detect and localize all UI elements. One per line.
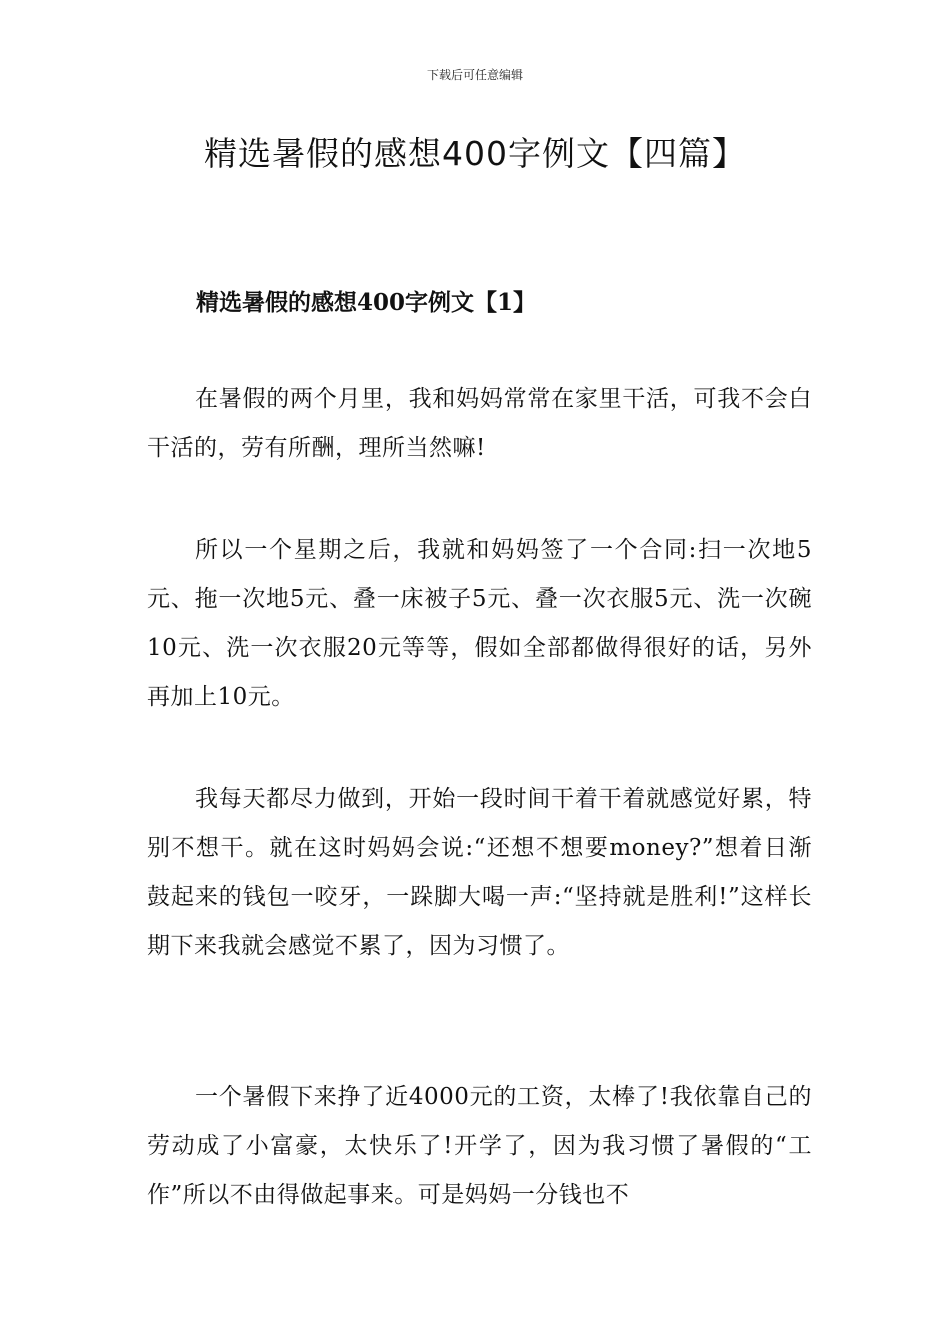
document-title: 精选暑假的感想400字例文【四篇】: [204, 134, 746, 173]
paragraph-3: 我每天都尽力做到，开始一段时间干着干着就感觉好累，特别不想干。就在这时妈妈会说:“还想不想要money?”想着日渐鼓起来的钱包一咬牙，一跺脚大喝一声:“坚持就是胜利!”这样长期下来我就会感觉不累了，因为习惯了。: [147, 786, 812, 959]
paragraph-4: 一个暑假下来挣了近4000元的工资，太棒了!我依靠自己的劳动成了小富豪，太快乐了!开学了，因为我习惯了暑假的“工作”所以不由得做起事来。可是妈妈一分钱也不: [147, 1084, 812, 1208]
paragraph-1: 在暑假的两个月里，我和妈妈常常在家里干活，可我不会白干活的，劳有所酬，理所当然嘛!: [147, 386, 812, 461]
section-heading: 精选暑假的感想400字例文【1】: [196, 289, 537, 316]
paragraph-2: 所以一个星期之后，我就和妈妈签了一个合同:扫一次地5元、拖一次地5元、叠一床被子5元、叠一次衣服5元、洗一次碗10元、洗一次衣服20元等等，假如全部都做得很好的话，另外再加上10元。: [147, 537, 812, 710]
header-note: 下载后可任意编辑: [426, 68, 523, 82]
